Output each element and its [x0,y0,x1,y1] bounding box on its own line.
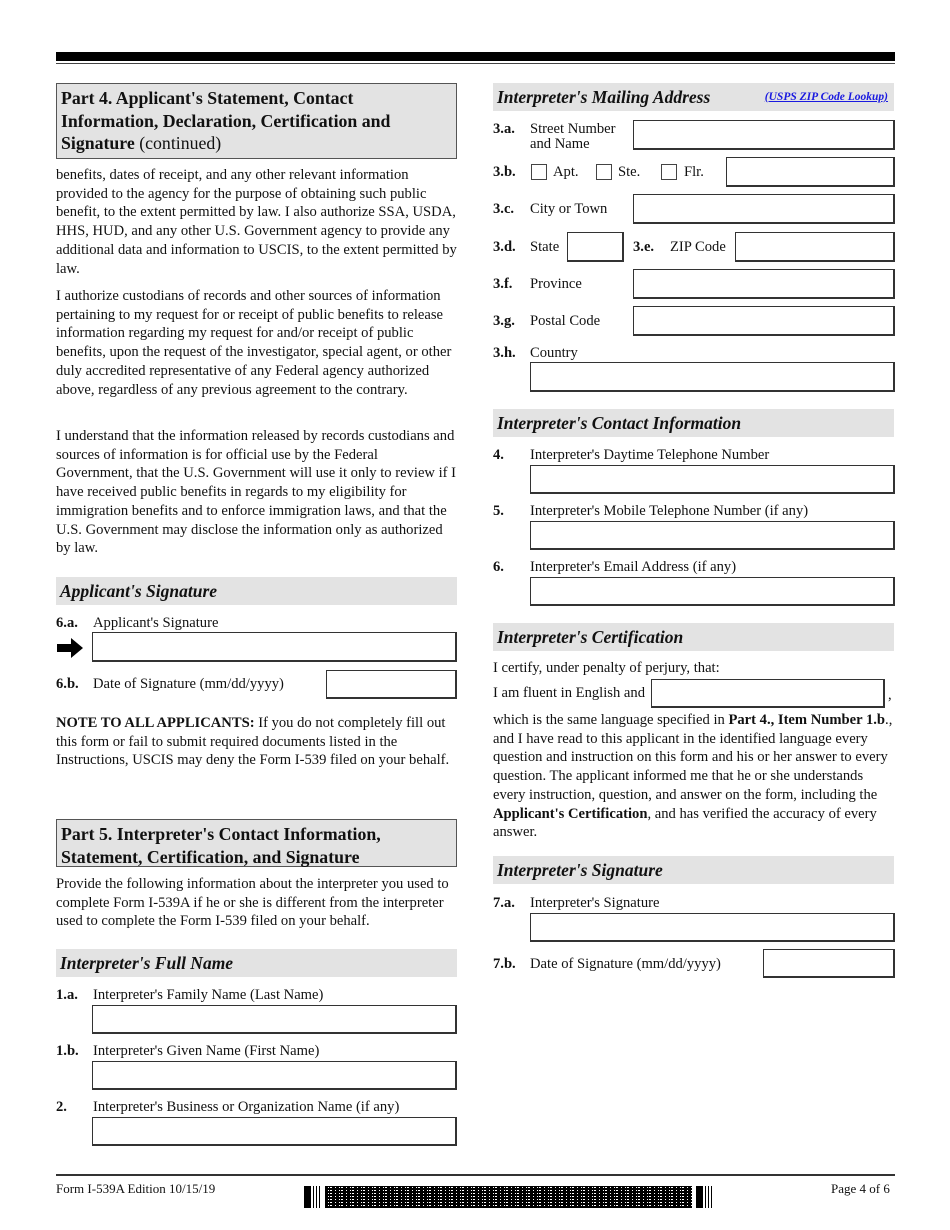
item-6a-number: 6.a. [56,615,78,631]
item-5-number: 5. [493,503,504,519]
item-5-label: Interpreter's Mobile Telephone Number (if any) [530,503,809,519]
item-7b-number: 7.b. [493,956,516,972]
cert-body-text-1: which is the same language specified in [493,712,729,728]
daytime-phone-field[interactable] [530,465,895,494]
ste-checkbox[interactable] [596,164,612,180]
fluent-suffix: , [888,687,892,703]
zip-code-field[interactable] [735,232,895,262]
cert-body-bold-1: Part 4., Item Number 1.b [728,712,886,728]
item-3c-number: 3.c. [493,201,515,217]
footer-rule [56,1174,895,1176]
item-3d-number: 3.d. [493,239,516,255]
part4-continued: (continued) [134,133,222,153]
interpreter-mailing-address-header [493,83,894,111]
item-3a-label-line2: and Name [530,136,590,152]
top-rule-thin [56,63,895,64]
flr-label: Flr. [684,164,704,180]
interpreter-signature-date-field[interactable] [763,949,895,978]
part5-title: Part 5. Interpreter's Contact Information, Statement, Certification, and Signature [61,824,381,867]
interpreter-business-name-field[interactable] [92,1117,457,1146]
item-3c-label: City or Town [530,201,608,217]
ste-label: Ste. [618,164,641,180]
note-label: NOTE TO ALL APPLICANTS: [56,715,255,731]
fluent-prefix: I am fluent in English and [493,685,645,701]
item-3f-label: Province [530,276,582,292]
item-4-number: 4. [493,447,504,463]
apt-checkbox[interactable] [531,164,547,180]
part5-intro: Provide the following information about the interpreter you used to complete Form I-539A if he or she is different from the interpreter used to complete the Form I-539 filed on your behalf. [56,876,449,930]
item-3a-number: 3.a. [493,121,515,137]
item-3e-label: ZIP Code [670,239,726,255]
part4-title: Part 4. Applicant's Statement, Contact Information, Declaration, Certification and Signature [61,88,391,153]
item-1b-label: Interpreter's Given Name (First Name) [93,1043,320,1059]
applicant-signature-header: Applicant's Signature [56,577,457,605]
language-field[interactable] [651,679,885,708]
interpreter-certification-header: Interpreter's Certification [493,623,894,651]
cert-body-text-3: , and has verified the accuracy of every answer. [493,805,877,841]
usps-zip-lookup-link[interactable]: (USPS ZIP Code Lookup) [764,91,888,103]
note-text: If you do not completely fill out this form or fail to submit required documents listed in the Instructions, USCIS may deny the Form I-539 filed on your behalf. [56,715,450,769]
country-field[interactable] [530,362,895,392]
item-3g-label: Postal Code [530,313,601,329]
interpreter-signature-header: Interpreter's Signature [493,856,894,884]
item-6-number: 6. [493,559,504,575]
certification-body [493,711,897,842]
part5-header [56,819,457,867]
city-town-field[interactable] [633,194,895,224]
flr-checkbox[interactable] [661,164,677,180]
interpreter-given-name-field[interactable] [92,1061,457,1090]
street-number-name-field[interactable] [633,120,895,150]
item-6b-label: Date of Signature (mm/dd/yyyy) [93,676,284,692]
state-field[interactable] [567,232,624,262]
certification-line1: I certify, under penalty of perjury, that: [493,660,720,676]
item-3e-number: 3.e. [633,239,655,255]
item-3a-label-line1: Street Number [530,121,616,137]
item-3g-number: 3.g. [493,313,515,329]
top-rule-thick [56,52,895,61]
interpreter-full-name-header: Interpreter's Full Name [56,949,457,977]
item-2-label: Interpreter's Business or Organization Name (if any) [93,1099,400,1115]
item-3d-label: State [530,239,560,255]
interpreter-family-name-field[interactable] [92,1005,457,1034]
province-field[interactable] [633,269,895,299]
part4-paragraph-2: I authorize custodians of records and other sources of information pertaining to my request for or receipt of public benefits to release information regarding my request for and/or receipt of public benefits, upon the request of the investigator, special agent, or other duly accredited representative of any Federal agency authorized above, regardless of any previous agreement to the contrary. [56,288,452,398]
item-4-label: Interpreter's Daytime Telephone Number [530,447,770,463]
mailing-address-title: Interpreter's Mailing Address [497,87,711,107]
mobile-phone-field[interactable] [530,521,895,550]
apt-label: Apt. [553,164,579,180]
postal-code-field[interactable] [633,306,895,336]
cert-body-bold-2: Applicant's Certification [493,805,648,822]
item-3h-label: Country [530,345,578,361]
part4-header [56,83,457,159]
part4-paragraph-3: I understand that the information released by records custodians and sources of information is for official use by the Federal Government, that the U.S. Government will use it only to review if I have received public benefits in regards to my eligibility for immigration benefits and to enforce immigration laws, and that the U.S. Government may disclose the information only as authorized by law. [56,428,457,557]
applicant-signature-field[interactable] [92,632,457,662]
item-7b-label: Date of Signature (mm/dd/yyyy) [530,956,721,972]
applicant-signature-date-field[interactable] [326,670,457,699]
item-6-label: Interpreter's Email Address (if any) [530,559,737,575]
item-3f-number: 3.f. [493,276,513,292]
form-edition: Form I-539A Edition 10/15/19 [56,1181,216,1196]
email-address-field[interactable] [530,577,895,606]
item-6a-label: Applicant's Signature [93,615,219,631]
page-number: Page 4 of 6 [831,1181,890,1196]
item-1b-number: 1.b. [56,1043,79,1059]
item-7a-label: Interpreter's Signature [530,895,660,911]
item-2-number: 2. [56,1099,67,1115]
item-1a-number: 1.a. [56,987,78,1003]
barcode-image [304,1186,712,1208]
interpreter-signature-field[interactable] [530,913,895,942]
cert-body-text-2: ., and I have read to this applicant in the identified language every question and instruction on this form and his or her answer to every question. The applicant informed me that he or she understands every instruction, question, and answer on the form, including the [493,712,893,803]
item-6b-number: 6.b. [56,676,79,692]
note-to-applicants [56,714,458,770]
item-3h-number: 3.h. [493,345,516,361]
unit-number-field[interactable] [726,157,895,187]
item-3b-number: 3.b. [493,164,516,180]
right-arrow-icon [57,638,84,658]
part4-paragraph-1: benefits, dates of receipt, and any other relevant information provided to the agency for the purpose of obtaining such public benefit, to the extent permitted by law. I also authorize SSA, USDA, HHS, HUD, and any other U.S. Government agency to provide any additional data and information to USCIS, to the extent permitted by law. [56,167,457,277]
item-1a-label: Interpreter's Family Name (Last Name) [93,987,324,1003]
item-7a-number: 7.a. [493,895,515,911]
interpreter-contact-header: Interpreter's Contact Information [493,409,894,437]
